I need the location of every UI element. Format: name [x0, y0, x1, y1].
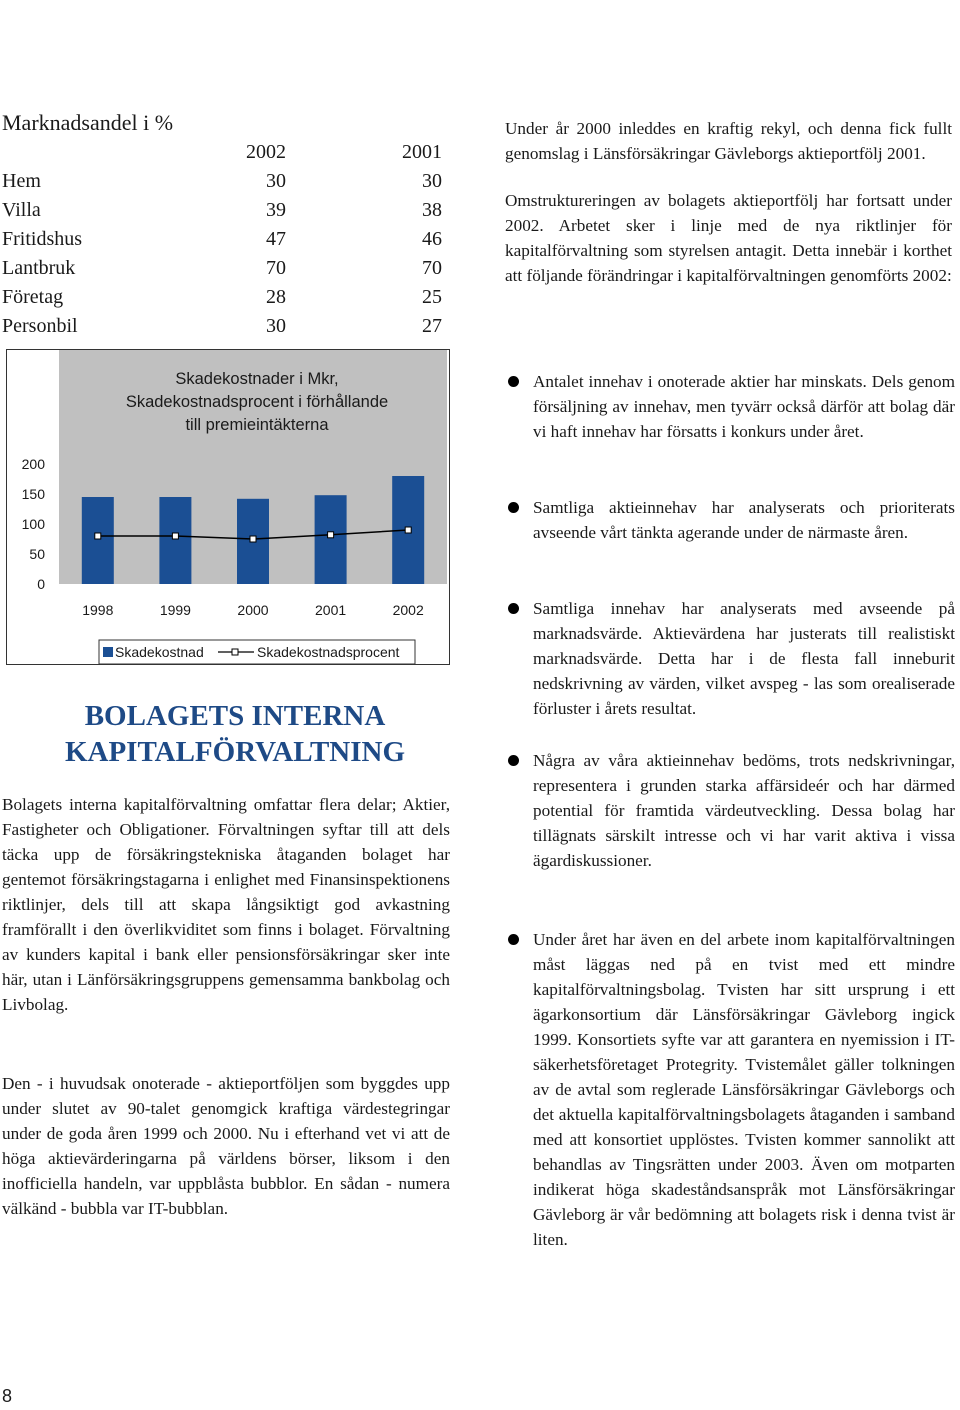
legend-label: Skadekostnad: [115, 644, 204, 660]
row-value-2001: 46: [422, 228, 442, 250]
row-value-2002: 70: [266, 257, 286, 279]
y-tick-label: 100: [21, 516, 45, 532]
bullet-item: [505, 748, 955, 873]
bullet-item: [505, 927, 955, 1252]
chart-title: [67, 368, 447, 437]
section-heading-line: KAPITALFÖRVALTNING: [64, 736, 406, 768]
market-share-row: [2, 199, 442, 228]
bullet-icon: [508, 376, 519, 387]
bullet-icon: [508, 603, 519, 614]
bullet-text: Några av våra aktieinnehav bedöms, trots nedskrivningar, representera i grunden starka affärsideér och har därmed potential för framtida värdeutveckling. Dessa bolag har tillägnats särskilt intresse och vi har varit aktiva i vissa ägardiskussioner.: [533, 751, 955, 870]
row-value-2001: 25: [422, 286, 442, 308]
year-header-2001: 2001: [402, 141, 442, 163]
bullet-text: Samtliga aktieinnehav har analyserats och prioriterats avseende vårt tänkta agerande under de närmaste åren.: [533, 498, 955, 542]
bar: [82, 497, 114, 584]
row-label: Personbil: [2, 315, 78, 337]
right-paragraph: Under år 2000 inleddes en kraftig rekyl, och denna fick fullt genomslag i Länsförsäkringar Gävleborgs aktieportfölj 2001.: [505, 119, 952, 163]
y-tick-label: 150: [21, 486, 45, 502]
legend-label: Skadekostnadsprocent: [257, 644, 400, 660]
line-point: [172, 533, 178, 539]
line-point: [95, 533, 101, 539]
bullet-icon: [508, 502, 519, 513]
y-tick-label: 50: [29, 546, 45, 562]
bullet-text: Antalet innehav i onoterade aktier har minskats. Dels genom försäljning av innehav, men tyvärr också därför att bolag där vi haft innehav har försatts i konkurs under året.: [533, 372, 955, 441]
section-heading: [45, 698, 425, 770]
row-value-2002: 47: [266, 228, 286, 250]
bar: [315, 495, 347, 584]
chart-title-line: till premieintäkterna: [185, 416, 329, 434]
row-value-2002: 30: [266, 315, 286, 337]
x-tick-label: 2001: [315, 602, 347, 618]
legend-swatch-marker: [232, 649, 238, 655]
bullet-icon: [508, 934, 519, 945]
x-tick-label: 2002: [392, 602, 424, 618]
row-value-2001: 38: [422, 199, 442, 221]
bar: [159, 497, 191, 584]
x-tick-label: 2000: [237, 602, 269, 618]
market-share-row: [2, 315, 442, 344]
row-value-2002: 30: [266, 170, 286, 192]
right-intro: [505, 116, 952, 310]
market-share-title: Marknadsandel i %: [2, 110, 174, 135]
market-share-row: [2, 228, 442, 257]
market-share-header: [2, 141, 442, 170]
market-share-row: [2, 257, 442, 286]
market-share-row: [2, 286, 442, 315]
line-point: [250, 536, 256, 542]
right-paragraph: Omstruktureringen av bolagets aktieportfölj har fortsatt under 2002. Arbetet sker i linje med de nya riktlinjer för kapitalförvaltning som styrelsen antagit. Detta innebär i korthet att följande förändringar i kapitalförvaltningen genomförts 2002:: [505, 191, 952, 285]
line-point: [328, 532, 334, 538]
y-tick-label: 200: [21, 456, 45, 472]
section-heading-line: BOLAGETS INTERNA: [84, 700, 386, 732]
chart-title-line: Skadekostnadsprocent i förhållande: [125, 393, 389, 411]
row-value-2001: 27: [422, 315, 442, 337]
x-tick-label: 1998: [82, 602, 114, 618]
line-point: [405, 527, 411, 533]
row-label: Villa: [2, 199, 41, 221]
row-label: Fritidshus: [2, 228, 83, 250]
row-label: Hem: [2, 170, 41, 192]
left-paragraph: Bolagets interna kapitalförvaltning omfattar flera delar; Aktier, Fastigheter och Obligationer. Förvaltningen syftar till att dels täcka upp de försäkringstekniska åtaganden bolaget har gentemot försäkringstagarna i enlighet med Finansinspektionens riktlinjer, dels till att skapa långsiktigt god avkastning framförallt i den överlikviditet som finns i bolaget. Förvaltning av kunders kapital i bank eller pensionsförsäkringar sker inte här, utan i Länförsäkringsgruppens gemensamma bankbolag och Livbolag.: [2, 795, 450, 1014]
bullet-text: Under året har även en del arbete inom kapitalförvaltningen måst läggas ned på en tvist med ett mindre kapitalförvaltningsbolag. Tvisten har sitt ursprung i ett ägarkonsortium där Länsförsäkringar Gävleborg ingick 1999. Konsortiets syfte var att garantera en nyemission i IT-säkerhetsföretaget Protegrity. Tvistemålet gäller tolkningen av de avtal som reglerade Länsförsäkringar Gävleborgs och det aktuella kapitalförvaltningsbolagets åtaganden i samband med att konsortiet upplöstes. Tvisten kommer sannolikt att behandlas av Tingsrätten under 2003. Även om motparten indikerat höga skadeståndsanspråk mot Länsförsäkringar Gävleborg är vår bedömning att bolagets risk i denna tvist är liten.: [533, 930, 955, 1249]
chart-title-line: Skadekostnader i Mkr,: [175, 370, 339, 388]
bullet-item: [505, 596, 955, 721]
claims-chart: [6, 349, 450, 665]
y-tick-label: 0: [37, 576, 45, 592]
bullet-item: [505, 495, 955, 545]
bullet-text: Samtliga innehav har analyserats med avseende på marknadsvärde. Aktievärdena har justerats till realistiskt marknadsvärde. Detta har i de flesta fall inneburit nedskrivning av värden, vilket avspeg - las som orealiserade förluster i årets resultat.: [533, 599, 955, 718]
bullet-icon: [508, 755, 519, 766]
bullet-item: [505, 369, 955, 444]
market-share-row: [2, 170, 442, 199]
row-value-2002: 39: [266, 199, 286, 221]
row-label: Lantbruk: [2, 257, 76, 279]
row-value-2001: 30: [422, 170, 442, 192]
x-tick-label: 1999: [159, 602, 191, 618]
left-paragraph: Den - i huvudsak onoterade - aktieportföljen som byggdes upp under slutet av 90-talet genomgick kraftiga värdestegringar under de goda åren 1999 och 2000. Nu i efterhand vet vi att de höga aktievärderingarna på världens börser, liksom i den inofficiella handeln, var uppblåsta bubblor. En sådan - numera välkänd - bubbla var IT-bubblan.: [2, 1074, 450, 1218]
row-label: Företag: [2, 286, 64, 308]
page-number: 8: [2, 1386, 13, 1406]
row-value-2002: 28: [266, 286, 286, 308]
row-value-2001: 70: [422, 257, 442, 279]
legend-swatch-bar: [103, 647, 113, 657]
year-header-2002: 2002: [246, 141, 286, 163]
